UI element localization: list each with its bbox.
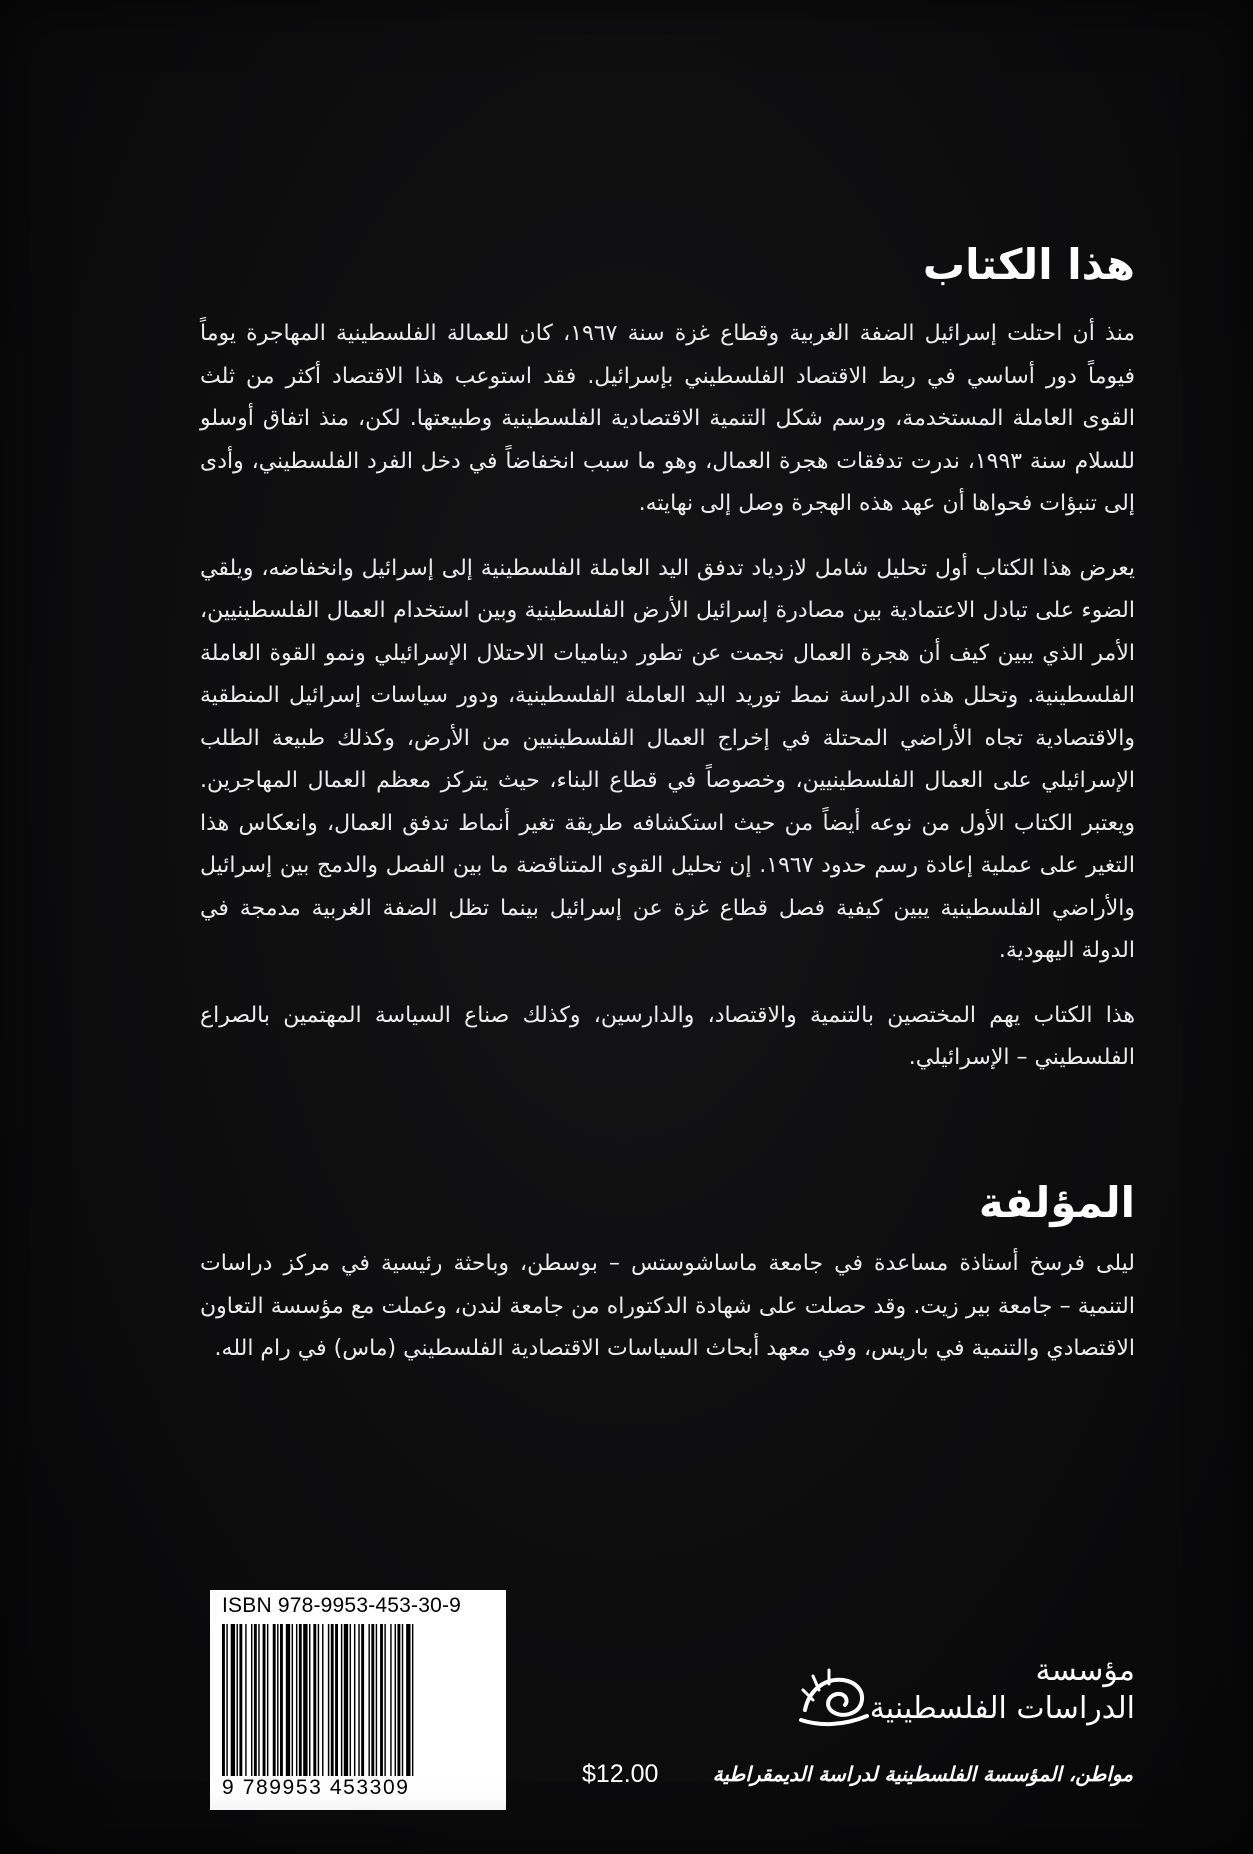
barcode-bar	[354, 1624, 355, 1776]
barcode-bar	[406, 1624, 410, 1776]
barcode-bar	[277, 1624, 278, 1776]
barcode-bar	[376, 1624, 377, 1776]
publisher-logo	[795, 1652, 1135, 1742]
barcode-bar	[328, 1624, 329, 1776]
barcode-bar	[335, 1624, 338, 1776]
barcode-bar	[361, 1624, 364, 1776]
barcode-bar	[258, 1624, 259, 1776]
barcode-bar	[371, 1624, 374, 1776]
barcode-bar	[226, 1624, 227, 1776]
about-paragraph-2: يعرض هذا الكتاب أول تحليل شامل لازدياد تدفق اليد العاملة الفلسطينية إلى إسرائيل وانخفاضه، ويلقي الضوء على تبادل الاعتمادية بين مصادرة إسرائيل الأرض الفلسطينية وبين استخدام العمال الفلسطينيين، الأمر الذي يبين كيف أن هجرة العمال نجمت عن تطور ديناميات الاحتلال الإسرائيلي ونمو القوة العاملة الفلسطينية. وتحلل هذه الدراسة نمط توريد اليد العاملة الفلسطينية، ودور سياسات إسرائيل المنطقية والاقتصادية تجاه الأراضي المحتلة في إخراج العمال الفلسطينيين من الأرض، وكذلك طبيعة الطلب الإسرائيلي على العمال الفلسطينيين، وخصوصاً في قطاع البناء، حيث يتركز معظم العمال المهاجرين. ويعتبر الكتاب الأول من نوعه أيضاً من حيث استكشافه طريقة تغير أنماط تدفق العمال، وانعكاس هذا التغير على عملية إعادة رسم حدود ١٩٦٧. إن تحليل القوى المتناقضة ما بين الفصل والدمج بين إسرائيل والأراضي الفلسطينية يبين كيفية فصل قطاع غزة عن إسرائيل بينما تظل الضفة الغربية مدمجة في الدولة اليهودية.	[200, 555, 1135, 963]
barcode-bar	[231, 1624, 235, 1776]
barcode-bars	[220, 1624, 496, 1776]
publisher-name	[870, 1652, 1135, 1728]
barcode-bar	[412, 1624, 413, 1776]
barcode-bar	[239, 1624, 242, 1776]
barcode-bar	[280, 1624, 283, 1776]
barcode-bar	[267, 1624, 268, 1776]
author-paragraph: ليلى فرسخ أستاذة مساعدة في جامعة ماساشوستس – بوسطن، وباحثة رئيسية في مركز دراسات التنمية – جامعة بير زيت. وقد حصلت على شهادة الدكتوراه من جامعة لندن، وعملت مع مؤسسة التعاون الاقتصادي والتنمية في باريس، وفي معهد أبحاث السياسات الاقتصادية الفلسطيني (ماس) في رام الله.	[200, 1251, 1135, 1361]
barcode-digits: 9 789953 453309	[222, 1776, 410, 1799]
barcode-bar	[341, 1624, 342, 1776]
publisher-name-line-1: مؤسسة	[1035, 1653, 1135, 1688]
barcode-bar	[397, 1624, 400, 1776]
barcode-bar	[395, 1624, 396, 1776]
barcode-bar	[390, 1624, 391, 1776]
about-paragraph-1: منذ أن احتلت إسرائيل الضفة الغربية وقطاع غزة سنة ١٩٦٧، كان للعمالة الفلسطينية المهاجرة يوماً فيوماً دور أساسي في ربط الاقتصاد الفلسطيني بإسرائيل. فقد استوعب هذا الاقتصاد أكثر من ثلث القوى العاملة المستخدمة، ورسم شكل التنمية الاقتصادية الفلسطينية وطبيعتها. لكن، منذ اتفاق أوسلو للسلام سنة ١٩٩٣، ندرت تدفقات هجرة العمال، وهو ما سبب انخفاضاً في دخل الفرد الفلسطيني، وأدى إلى تنبؤات فحواها أن عهد هذه الهجرة وصل إلى نهايته.	[200, 321, 1135, 516]
barcode-bar	[222, 1624, 225, 1776]
barcode-bar	[318, 1624, 319, 1776]
isbn-label: ISBN 978-9953-453-30-9	[222, 1594, 462, 1617]
barcode-bar	[299, 1624, 302, 1776]
about-paragraph-3: هذا الكتاب يهم المختصين بالتنمية والاقتصاد، والدارسين، وكذلك صناع السياسة المهتمين بالصراع الفلسطيني – الإسرائيلي.	[200, 1002, 1135, 1070]
barcode-bar	[358, 1624, 359, 1776]
barcode-bar	[384, 1624, 385, 1776]
about-book-heading: هذا الكتاب	[922, 240, 1135, 289]
isbn-barcode	[210, 1590, 506, 1810]
barcode-bar	[254, 1624, 257, 1776]
barcode-bar	[273, 1624, 276, 1776]
publisher-name-line-2: الدراسات الفلسطينية	[869, 1691, 1135, 1726]
barcode-bar	[292, 1624, 293, 1776]
barcode-bar	[368, 1624, 369, 1776]
barcode-bar	[245, 1624, 246, 1776]
author-heading: المؤلفة	[978, 1178, 1135, 1227]
barcode-bar	[296, 1624, 297, 1776]
barcode-bar	[309, 1624, 310, 1776]
barcode-bar	[313, 1624, 316, 1776]
barcode-bar	[303, 1624, 307, 1776]
publisher-emblem-icon	[795, 1660, 875, 1732]
copublishers-line: مواطن، المؤسسة الفلسطينية لدراسة الديمقراطية	[712, 1762, 1133, 1786]
barcode-bar	[331, 1624, 334, 1776]
price-label: $12.00	[582, 1760, 659, 1788]
barcode-bar	[251, 1624, 252, 1776]
barcode-bar	[263, 1624, 266, 1776]
barcode-bar	[380, 1624, 383, 1776]
barcode-bar	[237, 1624, 238, 1776]
barcode-bar	[350, 1624, 351, 1776]
author-section	[200, 1243, 1135, 1371]
barcode-bar	[286, 1624, 290, 1776]
about-book-section	[200, 313, 1135, 1102]
barcode-bar	[402, 1624, 403, 1776]
barcode-bar	[344, 1624, 348, 1776]
barcode-bar	[322, 1624, 323, 1776]
